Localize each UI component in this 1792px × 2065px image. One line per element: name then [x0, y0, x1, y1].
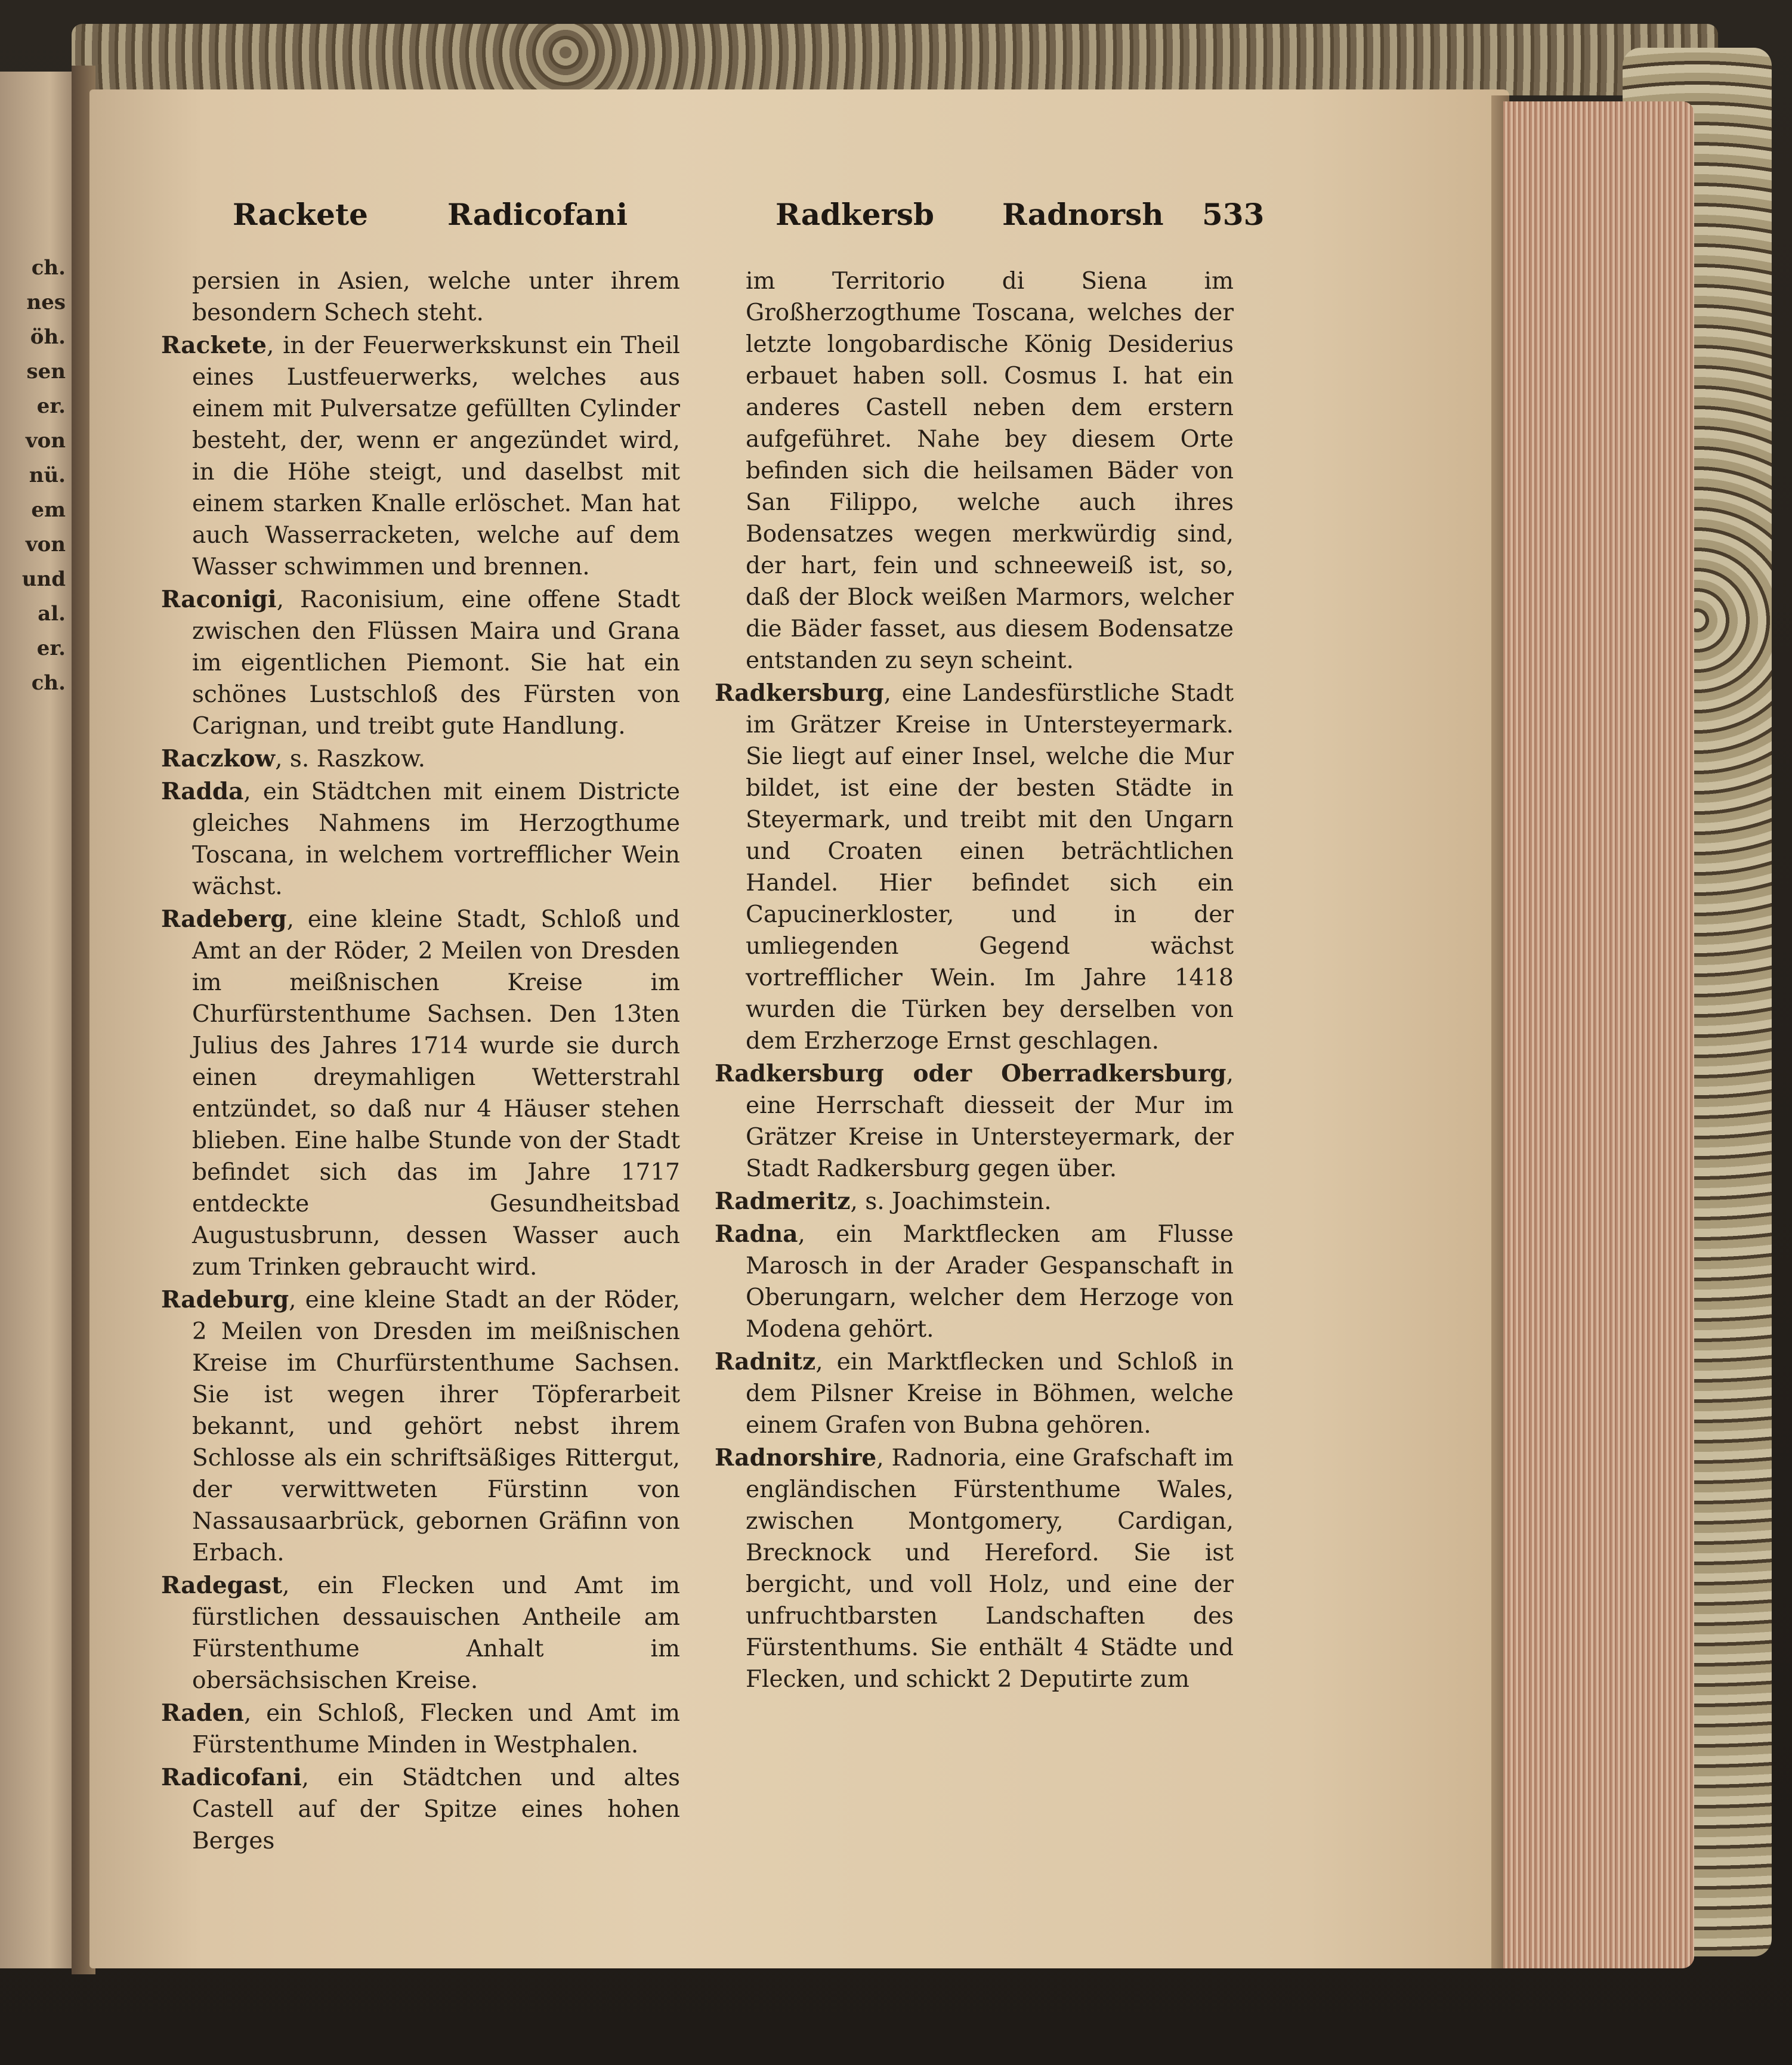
- header-catchword-1: Rackete: [233, 197, 368, 232]
- entry-text: , Raconisium, eine offene Stadt zwischen den Flüssen Maira und Grana im eigentlichen Piemont. Sie hat ein schönes Lustschloß des Fürsten von Carignan, und treibt gute Handlung.: [192, 586, 680, 740]
- dictionary-entry: [161, 584, 680, 742]
- facing-page-fragment: em: [31, 498, 66, 522]
- entry-headword: Rackete: [161, 332, 267, 359]
- entry-text: , ein Marktflecken am Flusse Marosch in der Arader Gespanschaft in Oberungarn, welcher dem Herzoge von Modena gehört.: [746, 1221, 1234, 1343]
- dictionary-entry: [715, 265, 1234, 676]
- page-block-edges: [1503, 101, 1694, 1968]
- dictionary-entry: [161, 1570, 680, 1696]
- facing-page-fragment: ch.: [31, 671, 66, 695]
- entry-headword: Radkersburg: [715, 679, 884, 707]
- entry-text: , eine kleine Stadt an der Röder, 2 Meilen von Dresden im meißnischen Kreise im Churfürstenthume Sachsen. Sie ist wegen ihrer Töpferarbeit bekannt, und gehört nebst ihrem Schlosse als ein schriftsäßiges Rittergut, der verwittweten Fürstinn von Nassausaarbrück, gebornen Gräfinn von Erbach.: [192, 1287, 680, 1566]
- facing-page-fragment: nes: [26, 290, 66, 314]
- dictionary-entry: [161, 776, 680, 902]
- facing-page-fragment: sen: [26, 360, 66, 384]
- dictionary-entry: [161, 904, 680, 1283]
- entry-text: , eine Landesfürstliche Stadt im Grätzer Kreise in Untersteyermark. Sie liegt auf einer Insel, welche die Mur bildet, ist eine der besten Städte in Steyermark, und treibt mit den Ungarn und Croaten einen beträchtlichen Handel. Hier befindet sich ein Capucinerkloster, und in der umliegenden Gegend wächst vortrefflicher Wein. Im Jahre 1418 wurden die Türken bey derselben von dem Erzherzoge Ernst geschlagen.: [746, 680, 1234, 1055]
- entry-headword: Radegast: [161, 1572, 283, 1599]
- facing-page-fragment: al.: [38, 602, 66, 626]
- running-header: [227, 197, 1265, 245]
- entry-text: , eine kleine Stadt, Schloß und Amt an der Röder, 2 Meilen von Dresden im meißnischen Kreise im Churfürstenthume Sachsen. Den 13ten Julius des Jahres 1714 wurde sie durch einen dreymahligen Wetterstrahl entzündet, so daß nur 4 Häuser stehen blieben. Eine halbe Stunde von der Stadt befindet sich das im Jahre 1717 entdeckte Gesundheitsbad Augustusbrunn, dessen Wasser auch zum Trinken gebraucht wird.: [192, 906, 680, 1281]
- dictionary-entry: [715, 1186, 1234, 1217]
- facing-page-fragment: und: [21, 567, 66, 591]
- entry-text: , ein Marktflecken und Schloß in dem Pilsner Kreise in Böhmen, welche einem Grafen von Bubna gehören.: [746, 1349, 1234, 1439]
- dictionary-entry: [161, 1762, 680, 1857]
- dictionary-entry: [715, 1058, 1234, 1185]
- facing-page-fragment: nü.: [29, 463, 66, 487]
- entry-text: , ein Schloß, Flecken und Amt im Fürstenthume Minden in Westphalen.: [192, 1700, 680, 1758]
- dictionary-entry: [715, 678, 1234, 1057]
- entry-headword: Radeburg: [161, 1286, 289, 1313]
- entry-headword: Radda: [161, 778, 244, 805]
- entry-text: im Territorio di Siena im Großherzogthume Toscana, welches der letzte longobardische König Desiderius erbauet haben soll. Cosmus I. hat ein anderes Castell neben dem erstern aufgeführet. Nahe bey diesem Orte befinden sich die heilsamen Bäder von San Filippo, welche auch ihres Bodensatzes wegen merkwürdig sind, der hart, fein und schneeweiß ist, so, daß der Block weißen Marmors, welcher die Bäder fasset, aus diesem Bodensatze entstanden zu seyn scheint.: [746, 268, 1234, 674]
- dictionary-entry: [161, 265, 680, 329]
- facing-page-fragment: öh.: [30, 325, 66, 349]
- entry-text: persien in Asien, welche unter ihrem besondern Schech steht.: [192, 268, 680, 326]
- entry-headword: Radnorshire: [715, 1444, 877, 1472]
- entry-text: , ein Städtchen und altes Castell auf der Spitze eines hohen Berges: [192, 1764, 680, 1854]
- dictionary-entry: [715, 1219, 1234, 1345]
- header-catchword-2: Radicofani: [447, 197, 628, 232]
- entry-text: , ein Städtchen mit einem Districte gleiches Nahmens im Herzogthume Toscana, in welchem vortrefflicher Wein wächst.: [192, 778, 680, 900]
- entry-text: , ein Flecken und Amt im fürstlichen dessauischen Antheile am Fürstenthume Anhalt im obersächsischen Kreise.: [192, 1572, 680, 1694]
- entry-text: , in der Feuerwerkskunst ein Theil eines Lustfeuerwerks, welches aus einem mit Pulversatze gefüllten Cylinder besteht, der, wenn er angezündet wird, in die Höhe steigt, und daselbst mit einem starken Knalle erlöschet. Man hat auch Wasserracketen, welche auf dem Wasser schwimmen und brennen.: [192, 332, 680, 580]
- facing-page-fragment: er.: [36, 394, 66, 418]
- entry-headword: Radicofani: [161, 1764, 302, 1791]
- entry-headword: Radna: [715, 1220, 798, 1248]
- entry-text: , Radnoria, eine Grafschaft im engländischen Fürstenthume Wales, zwischen Montgomery, Cardigan, Brecknock und Hereford. Sie ist bergicht, und voll Holz, und eine der unfruchtbarsten Landschaften des Fürstenthums. Sie enthält 4 Städte und Flecken, und schickt 2 Deputirte zum: [746, 1445, 1234, 1693]
- entry-headword: Raczkow: [161, 745, 276, 772]
- marbled-cover-top: [72, 24, 1718, 95]
- dictionary-entry: [715, 1346, 1234, 1441]
- entry-headword: Radmeritz: [715, 1188, 851, 1215]
- dictionary-entry: [715, 1442, 1234, 1695]
- left-column: [161, 265, 680, 1858]
- entry-headword: Radkersburg oder Oberradkersburg: [715, 1060, 1226, 1087]
- facing-page-fragment: von: [25, 429, 66, 453]
- facing-page-fragment: ch.: [31, 256, 66, 280]
- right-column: [715, 265, 1234, 1696]
- entry-text: , eine Herrschaft diesseit der Mur im Grätzer Kreise in Untersteyermark, der Stadt Radkersburg gegen über.: [746, 1061, 1234, 1182]
- page-number: 533: [1202, 197, 1265, 232]
- header-catchword-3: Radkersb: [775, 197, 934, 232]
- dictionary-entry: [161, 330, 680, 583]
- entry-text: , s. Joachimstein.: [850, 1188, 1052, 1215]
- header-catchword-4: Radnorsh: [1002, 197, 1164, 232]
- entry-headword: Radnitz: [715, 1348, 816, 1375]
- entry-headword: Radeberg: [161, 905, 287, 933]
- entry-headword: Raconigi: [161, 586, 277, 613]
- dictionary-entry: [161, 743, 680, 775]
- facing-page-text: [0, 251, 66, 700]
- facing-page-fragment: er.: [36, 636, 66, 660]
- facing-page-fragment: von: [25, 533, 66, 557]
- entry-headword: Raden: [161, 1699, 245, 1727]
- entry-text: , s. Raszkow.: [275, 746, 426, 772]
- dictionary-entry: [161, 1698, 680, 1761]
- dictionary-entry: [161, 1284, 680, 1569]
